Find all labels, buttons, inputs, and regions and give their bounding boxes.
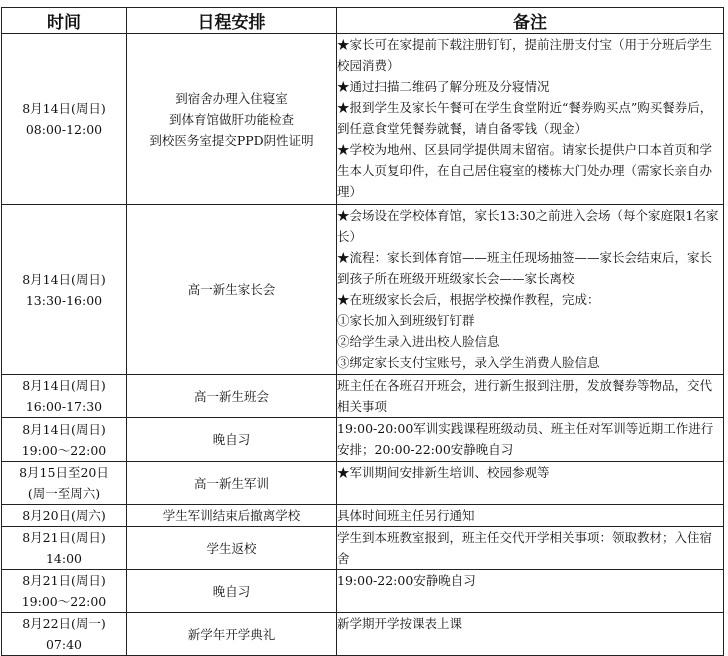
table-row [2,462,724,505]
event-text: 新学年开学典礼 [187,626,276,642]
event-cell [127,613,337,656]
table-row [2,505,724,527]
event-cell [127,375,337,418]
time-cell [2,570,127,613]
notes-cell [337,375,724,418]
time-text: 8月22日(周一) [22,616,106,631]
event-text: 到宿舍办理入住寝室 [175,90,288,106]
time-text: 08:00-12:00 [25,122,103,137]
notes-cell [337,613,724,656]
note-text: 19:00-20:00军训实践课程班级动员、班主任对军训等近期工作进行安排；20:00-22:00安静晚自习 [337,421,714,457]
time-text: 19:00～22:00 [21,594,107,609]
notes-cell [337,505,724,527]
notes-cell [337,418,724,462]
note-text: ②给学生录入进出校人脸信息 [337,334,500,349]
event-text: 到体育馆做肝功能检查 [168,111,294,127]
time-text: (周一至周六) [27,486,101,501]
time-text: 8月21日(周日) [22,530,106,545]
note-text: ★在班级家长会后，根据学校操作教程，完成： [337,292,600,307]
header-notes: 备注 [337,8,724,34]
note-text: ★流程：家长到体育馆——班主任现场抽签——家长会结束后，家长到孩子所在班级开班级家长会——家长离校 [337,250,713,286]
note-text: ★军训期间安排新生培训、校园参观等 [337,465,550,480]
event-text: 到校医务室提交PPD阴性证明 [149,132,314,148]
time-text: 8月14日(周日) [22,378,106,393]
time-text: 14:00 [45,551,83,566]
time-cell [2,462,127,505]
header-row [2,8,724,34]
event-cell [127,205,337,375]
time-cell [2,613,127,656]
note-text: 具体时间班主任另行通知 [337,508,475,523]
schedule-body [2,34,724,656]
event-text: 高一新生军训 [193,475,269,491]
event-text: 高一新生家长会 [187,282,276,297]
time-text: 13:30-16:00 [25,292,103,308]
table-row [2,375,724,418]
time-cell [2,205,127,375]
note-text: ③绑定家长支付宝账号，录入学生消费人脸信息 [337,355,600,370]
time-text: 8月21日(周日) [22,573,106,588]
note-text: 19:00-22:00安静晚自习 [337,573,476,588]
notes-cell [337,34,724,205]
time-cell [2,34,127,205]
time-text: 8月14日(周日) [22,271,106,287]
time-text: 8月15日至20日 [19,465,109,480]
schedule-table [1,7,724,656]
table-row [2,418,724,462]
note-text: 学生到本班教室报到，班主任交代开学相关事项：领取教材；入住宿舍 [337,530,713,566]
note-text: ★通过扫描二维码了解分班及分寝情况 [337,79,550,94]
event-text: 学生军训结束后撤离学校 [162,508,301,523]
table-row [2,34,724,205]
table-row [2,613,724,656]
note-text: ★会场设在学校体育馆，家长13:30之前进入会场（每个家庭限1名家长） [337,208,719,244]
event-cell [127,418,337,462]
time-text: 8月14日(周日) [22,421,106,437]
header-schedule: 日程安排 [127,8,337,34]
note-text: ★学校为地州、区县同学提供周末留宿。请家长提供户口本首页和学生本人页复印件，在自己居住寝室的楼栋大门处办理（需家长亲自办理） [337,142,713,199]
notes-cell [337,462,724,505]
note-text: ①家长加入到班级钉钉群 [337,313,475,328]
event-text: 晚自习 [212,583,251,599]
table-row [2,205,724,375]
time-text: 16:00-17:30 [25,399,103,414]
time-cell [2,375,127,418]
event-cell [127,570,337,613]
event-cell [127,527,337,570]
time-text: 8月14日(周日) [22,101,106,116]
note-text: ★报到学生及家长午餐可在学生食堂附近“餐券购买点”购买餐券后，到任意食堂凭餐券就餐，请自备零钱（现金） [337,100,713,136]
notes-cell [337,205,724,375]
time-text: 19:00～22:00 [21,442,107,458]
event-cell [127,505,337,527]
event-text: 学生返校 [206,540,257,556]
header-time: 时间 [2,8,127,34]
event-text: 高一新生班会 [193,388,269,404]
note-text: ★家长可在家提前下载注册钉钉，提前注册支付宝（用于分班后学生校园消费） [337,37,713,73]
notes-cell [337,570,724,613]
event-text: 晚自习 [212,432,251,447]
note-text: 新学期开学按课表上课 [337,616,463,631]
notes-cell [337,527,724,570]
event-cell [127,34,337,205]
time-text: 8月20日(周六) [22,508,106,523]
time-cell [2,505,127,527]
time-text: 07:40 [45,637,83,652]
time-cell [2,418,127,462]
table-row [2,527,724,570]
note-text: 班主任在各班召开班会，进行新生报到注册，发放餐券等物品，交代相关事项 [337,378,713,414]
event-cell [127,462,337,505]
table-row [2,570,724,613]
time-cell [2,527,127,570]
